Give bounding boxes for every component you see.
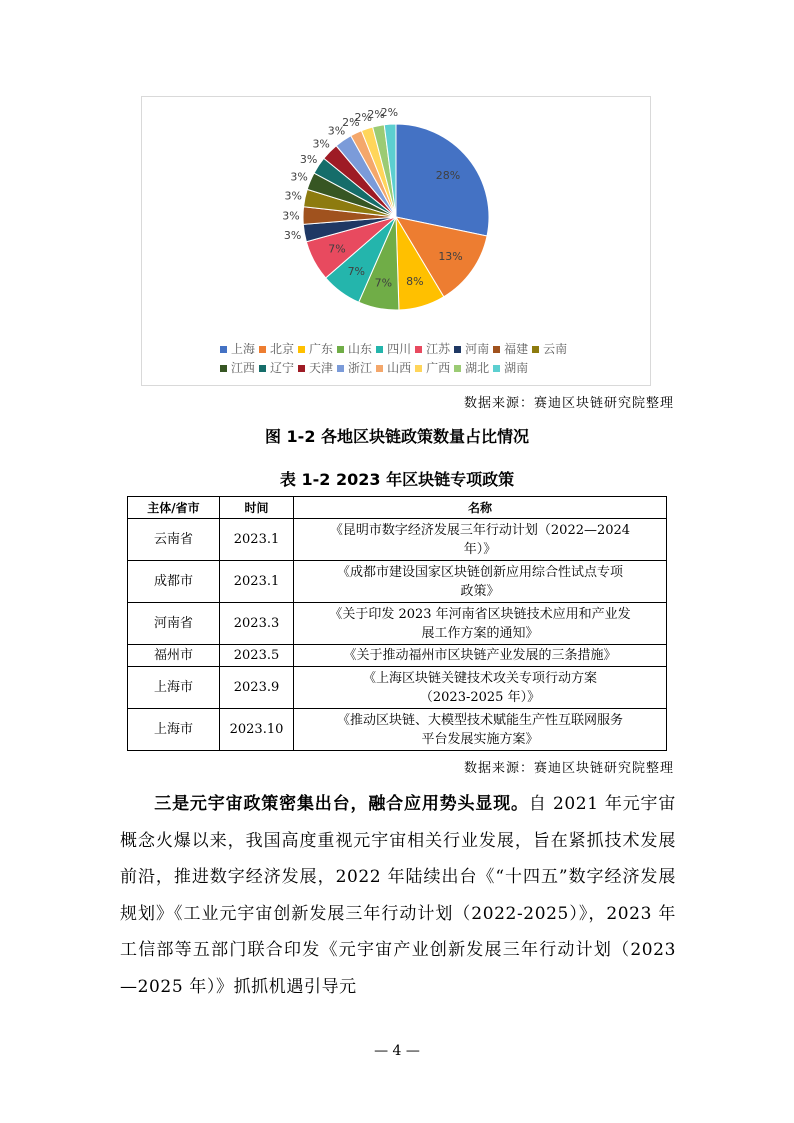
cell-name	[294, 645, 667, 667]
cell-name	[294, 667, 667, 709]
table-row	[128, 709, 667, 751]
legend-swatch	[220, 365, 227, 372]
legend-swatch	[454, 365, 461, 372]
cell-name-line: （2023-2025 年）》	[419, 689, 541, 705]
legend-item	[376, 340, 411, 359]
legend-label: 福建	[504, 342, 529, 356]
legend-row	[220, 340, 660, 359]
legend-swatch	[532, 346, 539, 353]
legend-item	[532, 340, 567, 359]
table-row	[128, 645, 667, 667]
legend-swatch	[337, 365, 344, 372]
pie-label-广东: 8%	[406, 275, 424, 289]
legend-swatch	[376, 365, 383, 372]
legend-label: 江西	[231, 361, 256, 375]
cell-time: 2023.9	[220, 667, 294, 709]
page-number: — 4 —	[374, 1043, 420, 1059]
cell-name	[294, 561, 667, 603]
cell-name-line: 《推动区块链、大模型技术赋能生产性互联网服务	[336, 712, 623, 728]
pie-chart-frame	[141, 96, 651, 386]
pie-label-福建: 3%	[282, 209, 300, 223]
table-row	[128, 603, 667, 645]
cell-name	[294, 709, 667, 751]
paragraph-body: 自 2021 年元宇宙概念火爆以来，我国高度重视元宇宙相关行业发展，旨在紧抓技术发展前沿，推进数字经济发展，2022 年陆续出台《“十四五”数字经济发展规划》《工业元宇宙创新发展三年行动计划（2022-2025）》，2023 年工信部等五部门联合印发《元宇宙产业创新发展三年行动计划（2023—2025 年）》抓抓机遇引导元	[120, 794, 677, 997]
legend-label: 河南	[465, 342, 490, 356]
legend-label: 广东	[309, 342, 334, 356]
pie-label-云南: 3%	[284, 189, 302, 203]
legend-label: 天津	[309, 361, 334, 375]
legend-item	[493, 359, 528, 378]
cell-name-line: 《上海区块链关键技术攻关专项行动方案	[362, 670, 597, 686]
header-entity: 主体/省市	[128, 497, 220, 519]
figure-caption: 图 1-2 各地区块链政策数量占比情况	[264, 427, 530, 446]
legend-label: 江苏	[426, 342, 451, 356]
pie-label-辽宁: 3%	[299, 152, 318, 166]
legend-swatch	[337, 346, 344, 353]
table-source: 数据来源：赛迪区块链研究院整理	[463, 761, 674, 776]
cell-entity: 上海市	[128, 667, 220, 709]
cell-time: 2023.5	[220, 645, 294, 667]
table-caption: 表 1-2 2023 年区块链专项政策	[279, 470, 515, 489]
pie-label-江苏: 7%	[328, 242, 346, 256]
legend-item	[298, 340, 333, 359]
table-row	[128, 667, 667, 709]
pie-label-山西: 2%	[342, 116, 360, 130]
pie-label-湖北: 2%	[367, 107, 385, 121]
legend-row	[220, 359, 660, 378]
legend-item	[454, 359, 489, 378]
table-row	[128, 519, 667, 561]
cell-name-line: 展工作方案的通知》	[421, 625, 539, 641]
legend-item	[259, 340, 294, 359]
pie-label-天津: 3%	[312, 137, 330, 151]
legend-swatch	[298, 346, 305, 353]
legend-item	[337, 359, 372, 378]
cell-name-line: 《昆明市数字经济发展三年行动计划（2022—2024	[329, 522, 631, 538]
legend-item	[220, 359, 255, 378]
header-name: 名称	[294, 497, 667, 519]
legend-label: 云南	[543, 342, 568, 356]
body-paragraph	[120, 786, 676, 1005]
cell-entity: 成都市	[128, 561, 220, 603]
policy-table	[127, 496, 667, 751]
cell-time: 2023.10	[220, 709, 294, 751]
cell-time: 2023.1	[220, 561, 294, 603]
legend-label: 北京	[270, 342, 295, 356]
pie-label-广西: 2%	[354, 111, 372, 125]
legend-swatch	[376, 346, 383, 353]
legend-swatch	[415, 365, 422, 372]
pie-label-北京: 13%	[438, 249, 463, 263]
cell-time: 2023.3	[220, 603, 294, 645]
pie-label-浙江: 3%	[327, 124, 346, 138]
chart-legend	[220, 340, 660, 378]
legend-item	[259, 359, 294, 378]
legend-label: 上海	[231, 342, 256, 356]
legend-item	[337, 340, 372, 359]
legend-item	[415, 359, 450, 378]
cell-name-line: 平台发展实施方案》	[421, 731, 539, 747]
table-header-row	[128, 497, 667, 519]
figure-source: 数据来源：赛迪区块链研究院整理	[463, 396, 674, 411]
legend-label: 山西	[387, 361, 412, 375]
cell-name	[294, 519, 667, 561]
cell-name-line: 政策》	[460, 583, 500, 599]
cell-name-line: 年）》	[463, 541, 497, 557]
pie-label-上海: 28%	[435, 168, 461, 182]
legend-label: 广西	[426, 361, 451, 375]
legend-item	[454, 340, 489, 359]
legend-item	[220, 340, 255, 359]
legend-item	[376, 359, 411, 378]
header-time: 时间	[220, 497, 294, 519]
pie-label-山东: 7%	[374, 276, 393, 290]
cell-name	[294, 603, 667, 645]
legend-item	[298, 359, 333, 378]
cell-name-line: 《关于印发 2023 年河南省区块链技术应用和产业发	[329, 606, 631, 622]
legend-item	[415, 340, 450, 359]
cell-name-line: 《关于推动福州市区块链产业发展的三条措施》	[343, 648, 617, 663]
legend-label: 浙江	[348, 361, 373, 375]
cell-entity: 云南省	[128, 519, 220, 561]
cell-name-line: 《成都市建设国家区块链创新应用综合性试点专项	[336, 564, 623, 580]
pie-label-四川: 7%	[347, 264, 366, 278]
legend-swatch	[415, 346, 422, 353]
table-row	[128, 561, 667, 603]
cell-time: 2023.1	[220, 519, 294, 561]
paragraph-lead: 三是元宇宙政策密集出台，融合应用势头显现。	[154, 794, 529, 814]
pie-label-江西: 3%	[290, 170, 308, 184]
cell-entity: 上海市	[128, 709, 220, 751]
legend-label: 山东	[348, 342, 373, 356]
legend-item	[493, 340, 528, 359]
legend-swatch	[259, 365, 266, 372]
legend-swatch	[454, 346, 461, 353]
cell-entity: 福州市	[128, 645, 220, 667]
legend-label: 四川	[387, 342, 412, 356]
legend-swatch	[298, 365, 305, 372]
legend-swatch	[493, 365, 500, 372]
legend-label: 湖北	[465, 361, 490, 375]
pie-label-河南: 3%	[283, 229, 302, 243]
legend-label: 湖南	[504, 361, 529, 375]
cell-entity: 河南省	[128, 603, 220, 645]
pie-label-湖南: 2%	[380, 106, 399, 120]
legend-swatch	[220, 346, 227, 353]
legend-label: 辽宁	[270, 361, 295, 375]
legend-swatch	[259, 346, 266, 353]
pie-chart	[142, 97, 650, 337]
legend-swatch	[493, 346, 500, 353]
